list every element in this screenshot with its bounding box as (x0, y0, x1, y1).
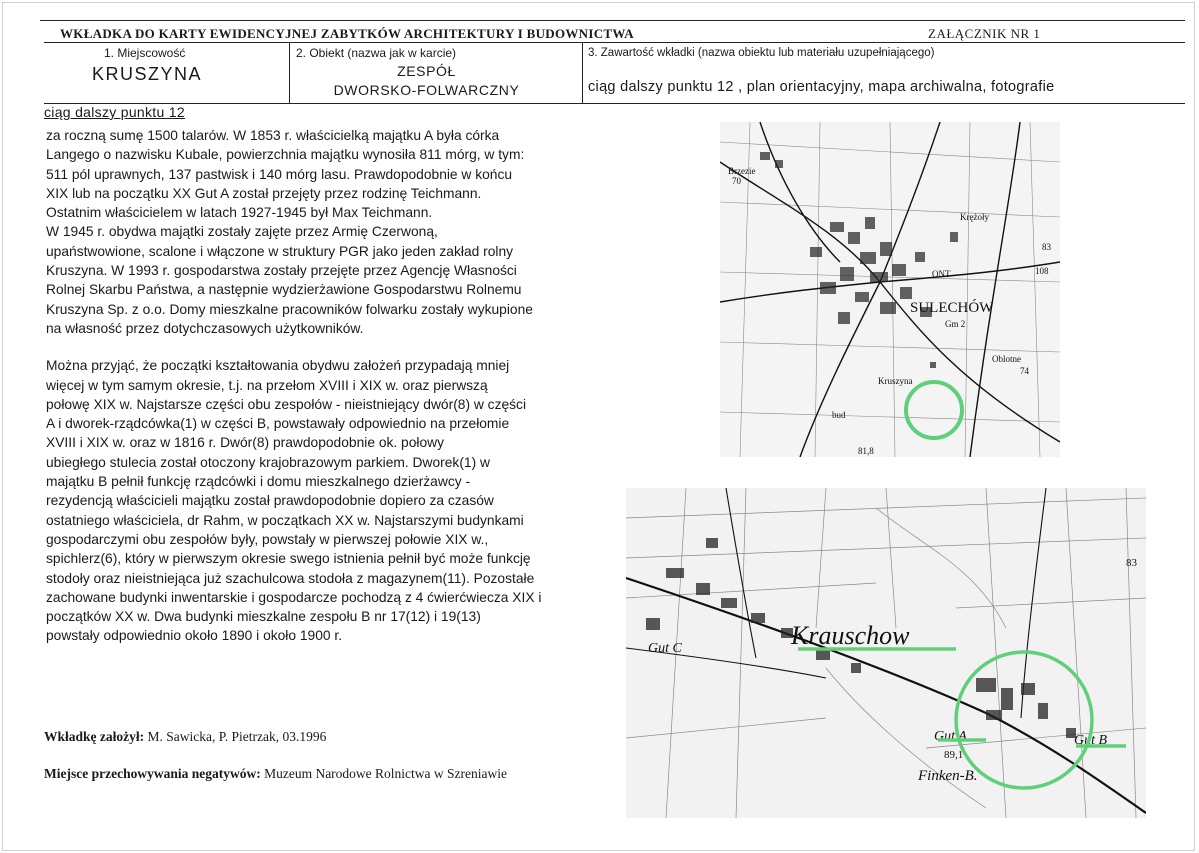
text-line: Langego o nazwisku Kubale, powierzchnia majątku wynosiła 811 mórg, w tym: (46, 147, 525, 163)
text-line: powstały odpowiednio około 1890 i około 1900 r. (46, 628, 343, 644)
negatives-value: Muzeum Narodowe Rolnictwa w Szreniawie (264, 766, 508, 781)
paragraph-history (46, 126, 606, 338)
text-line: Kruszyna Sp. z o.o. Domy mieszkalne pracowników folwarku zostały wykupione (46, 301, 533, 317)
text-line: Można przyjąć, że początki kształtowania obydwu założeń przypadają mniej (46, 358, 510, 374)
label-elev-83: 83 (1042, 242, 1051, 252)
label-bud: bud (832, 410, 846, 420)
object-value-line2: DWORSKO-FOLWARCZNY (333, 82, 520, 98)
author-value: M. Sawicka, P. Pietrzak, 03.1996 (147, 729, 327, 744)
form-title: WKŁADKA DO KARTY EWIDENCYJNEJ ZABYTKÓW ARCHITEKTURY I BUDOWNICTWA (60, 26, 634, 41)
map-background (720, 122, 1060, 457)
map-background (626, 488, 1146, 818)
header-rule (40, 20, 1185, 21)
contents-value: ciąg dalszy punktu 12 , plan orientacyjny, mapa archiwalna, fotografie (588, 79, 1055, 95)
text-line: XVIII i XIX w. oraz w 1816 r. Dwór(8) prawdopodobnie ok. połowy (46, 435, 445, 451)
author-line (44, 729, 326, 745)
object-label: 2. Obiekt (nazwa jak w karcie) (296, 46, 457, 60)
section-title: ciąg dalszy punktu 12 (44, 104, 185, 120)
annex-number: ZAŁĄCZNIK NR 1 (928, 26, 1041, 41)
paragraph-development (46, 356, 606, 645)
label-sulechow: SULECHÓW (910, 300, 994, 316)
text-line: ubiegłego stulecia został otoczony krajobrazowym parkiem. Dworek(1) w (46, 454, 490, 470)
text-line: ostatniego właściciela, dr Rahm, w początkach XX w. Najstarszymi budynkami (46, 512, 524, 528)
text-line: Rolnej Skarbu Państwa, a następnie wydzierżawione Gospodarstwu Rolnemu (46, 282, 522, 298)
text-line: spichlerz(6), który w pierwszym okresie swego istnienia pełnił być może funkcję (46, 551, 531, 567)
label-gut-c: Gut C (648, 641, 682, 656)
label-finken: Finken-B. (918, 768, 978, 784)
label-elev-89: 89,1 (944, 749, 964, 761)
text-line: 511 pól uprawnych, 137 pastwisk i 140 mórg lasu. Prawdopodobnie w końcu (46, 166, 513, 182)
label-elev-108: 108 (1035, 266, 1049, 276)
text-line: majątku B pełnił funkcję rządcówki i domu mieszkalnego dzierżawcy - (46, 474, 471, 490)
object-value (284, 62, 569, 100)
text-line: XIX lub na początku XX Gut A został przejęty przez rodzinę Teichmann. (46, 185, 482, 201)
text-line: W 1945 r. obydwa majątki zostały zajęte przez Armię Czerwoną, (46, 224, 438, 240)
text-line: za roczną sumę 1500 talarów. W 1853 r. właścicielką majątku A była córka (46, 128, 500, 143)
label-elev-74: 74 (1020, 366, 1029, 376)
text-line: połowę XIX w. Najstarsze części obu zespołów - nieistniejący dwór(8) w części (46, 396, 527, 412)
label-gm: Gm 2 (945, 319, 966, 329)
locality-value: KRUSZYNA (92, 64, 203, 84)
negatives-label: Miejsce przechowywania negatywów: (44, 766, 261, 781)
label-elev-70: 70 (732, 176, 741, 186)
label-kruszyna: Kruszyna (878, 376, 913, 386)
body-text (46, 126, 606, 646)
label-krezoly: Krężoły (960, 212, 989, 222)
label-gut-a: Gut A (934, 729, 967, 744)
text-line: Ostatnim właścicielem w latach 1927-1945 był Max Teichmann. (46, 205, 433, 221)
negatives-line (44, 766, 507, 782)
locality-label: 1. Miejscowość (104, 46, 186, 60)
text-line: zachowane budynki inwentarskie i gospodarcze pochodzą z 4 ćwierćwiecza XIX i (46, 589, 542, 605)
label-krauschow: Krauschow (791, 621, 910, 650)
text-line: więcej w tym samym okresie, t.j. na przełom XVIII i XIX w. oraz pierwszą (46, 377, 488, 393)
orientation-map (720, 122, 1060, 457)
label-elev-81: 81,8 (858, 446, 874, 456)
label-obloine: Oblotne (992, 354, 1021, 364)
archival-map (626, 488, 1146, 818)
label-brzezie: Brzezie (728, 166, 756, 176)
author-label: Wkładkę założył: (44, 729, 145, 744)
label-ont: ONT (932, 269, 951, 279)
text-line: gospodarczymi obu zespołów były, powstały w pierwszej połowie XIX w., (46, 531, 489, 547)
text-line: Kruszyna. W 1993 r. gospodarstwa zostały przejęte przez Agencję Własności (46, 263, 517, 279)
text-line: A i dworek-rządcówka(1) w części B, powstawały odpowiednio na przełomie (46, 416, 510, 432)
text-line: rezydencją właścicieli majątku został prawdopodobnie dopiero za czasów (46, 493, 494, 509)
text-line: na własność przez dotychczasowych użytkowników. (46, 320, 364, 336)
text-line: upaństwowione, scalone i włączone w struktury PGR jako jeden zakład rolny (46, 243, 514, 259)
text-line: stodoły oraz nieistniejąca już szachulcowa stodoła z magazynem(11). Pozostałe (46, 570, 535, 586)
label-gut-b: Gut B (1074, 733, 1108, 748)
label-elev-83: 83 (1126, 557, 1137, 569)
object-value-line1: ZESPÓŁ (397, 63, 456, 79)
contents-label: 3. Zawartość wkładki (nazwa obiektu lub materiału uzupełniającego) (588, 47, 935, 59)
text-line: początków XX w. Dwa budynki mieszkalne zespołu B nr 17(12) i 19(13) (46, 609, 481, 625)
